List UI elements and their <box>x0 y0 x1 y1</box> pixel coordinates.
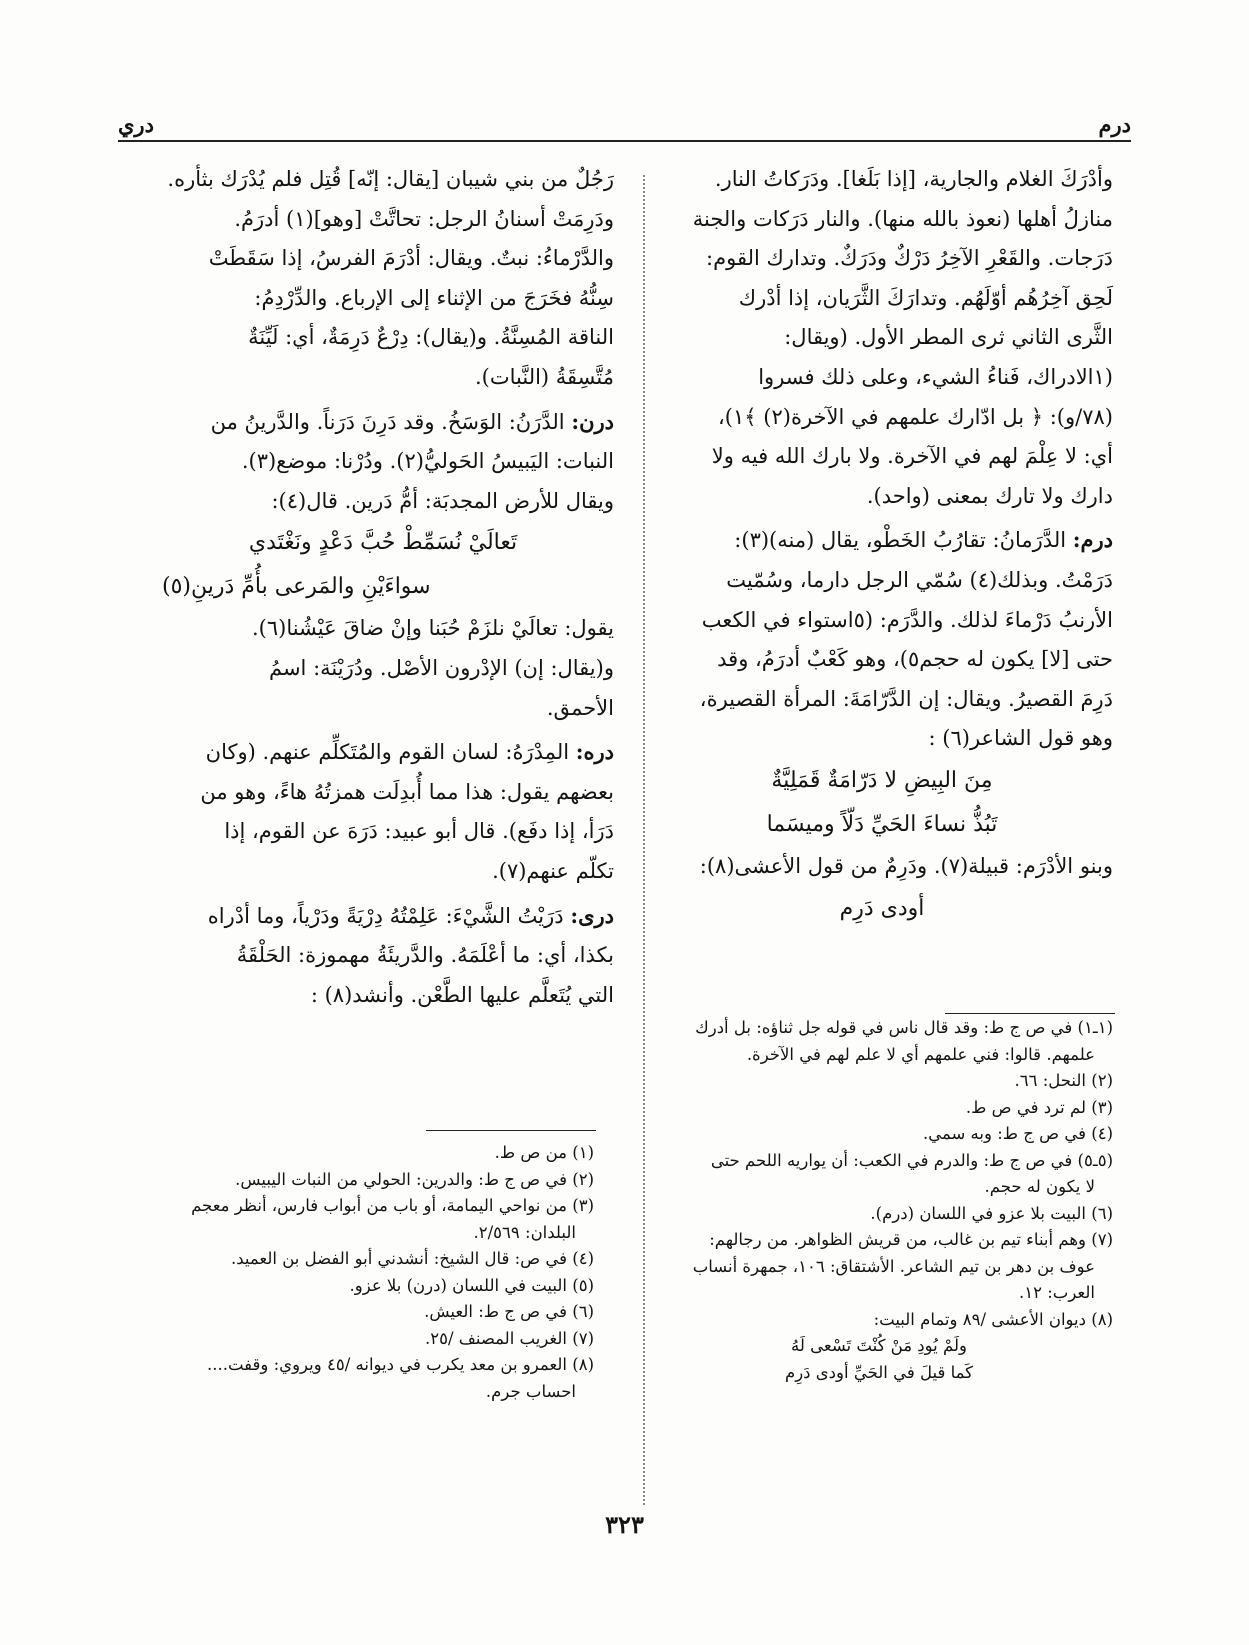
text-line: الدَّرَمانُ: تقارُبُ الخَطْو، يقال (منه)(٣): <box>734 528 1067 553</box>
verse-line: سواءَيْنِ والمَرعى بأُمِّ دَرينِ(٥) <box>162 574 431 600</box>
entry-first-line <box>152 896 614 937</box>
text-line: دَرَمْتُ. وبذلك(٤) سُمّي الرجل دارما، وسُمّيت <box>726 567 1113 592</box>
headword: درم: <box>1072 527 1113 553</box>
text-line: والدَّرْماءُ: نبتٌ. ويقال: أدْرَمَ الفرسُ، إذا سَقَطَتْ <box>208 246 614 271</box>
text-line: بعضهم يقول: هذا مما أُبدِلَت همزتُهُ هاءً، وهو من <box>200 779 614 804</box>
footnote: (٢) النحل: ٦٦. <box>1014 1071 1113 1090</box>
text-line: لَحِق آخِرُهُم أوّلَهُم. وتدارَكَ الثَّرَيان، إذا أدْرك <box>738 285 1113 310</box>
entry-first-line <box>152 402 614 443</box>
text-line: مُتَّسِقَةُ (النَّبات). <box>474 364 614 389</box>
entry-first-line <box>152 732 614 773</box>
footnote: العرب: ١٢. <box>1019 1283 1095 1302</box>
footnote: البلدان: ٢/٥٦٩. <box>473 1222 576 1242</box>
footnote: (٥) البيت في اللسان (درن) بلا عزو. <box>349 1275 594 1295</box>
text-line: النبات: اليَبيسُ الحَوليُّ(٢). ودُرْنا: موضع(٣). <box>241 449 614 474</box>
footnote: (١ـ١) في ص ج ط: وقد قال ناس في قوله جل ثناؤه: بل أدرك <box>695 1018 1113 1037</box>
footnote-verse: كَما قيلَ في الحَيِّ أودى دَرِم <box>784 1362 973 1382</box>
text-line: رَجُلٌ من بني شيبان [يقال: إنّه] قُتِل فلم يُدْرَك بثأره. <box>167 167 614 191</box>
left-column <box>152 160 614 1015</box>
running-head-left: دري <box>118 112 154 137</box>
headword: دره: <box>575 739 614 765</box>
text-line: دَرَيْتُ الشَّيْءَ: عَلِمْتُهُ دِرْيَةً ودَرْياً، وما أدْراه <box>207 903 564 928</box>
text-line: دارك ولا تارك بمعنى (واحد). <box>866 483 1113 508</box>
text-line: وهو قول الشاعر(٦) : <box>928 726 1113 751</box>
footnote: (٨) ديوان الأعشى /٨٩ وتمام البيت: <box>873 1309 1113 1329</box>
text-line: أي: لا عِلْمَ لهم في الآخرة. ولا بارك الله فيه ولا <box>711 444 1113 469</box>
footnote: (٦) في ص ج ط: العيش. <box>424 1302 594 1321</box>
text-line: منازلُ أهلها (نعوذ بالله منها). والنار دَرَكات والجنة <box>692 206 1113 231</box>
text-line: الثَّرى الثاني ثرى المطر الأول. (ويقال: <box>784 325 1113 350</box>
text-line: تكلّم عنهم(٧). <box>492 858 614 883</box>
text-line: وبنو الأدْرَم: قبيلة(٧). ودَرِمٌ من قول الأعشى(٨): <box>699 853 1113 878</box>
text-line: بكذا، أي: ما أعْلَمَهُ. والدَّريئَةُ مهموزة: الحَلْقَةُ <box>236 943 614 968</box>
footnotes-right <box>645 1015 1113 1386</box>
footnote: (٤) في ص: قال الشيخ: أنشدني أبو الفضل بن العميد. <box>230 1249 594 1268</box>
verse-line: أودى دَرِم <box>839 895 925 921</box>
footnote: (٧) الغريب المصنف /٢٥. <box>424 1328 594 1348</box>
text-line: الأحمق. <box>546 695 614 720</box>
footnote: (٥ـ٥) في ص ج ط: والدرم في الكعب: أن يواريه اللحم حتى <box>710 1150 1113 1170</box>
footnote: (٤) في ص ج ط: وبه سمي. <box>922 1124 1113 1143</box>
headword: درى: <box>570 902 614 928</box>
text-line: ودَرِمَتْ أسنانُ الرجل: تحاتَّتْ [وهو](١) أدرَمُ. <box>234 206 614 231</box>
page-number: ٣٢٣ <box>605 1510 644 1539</box>
footnote: عوف بن دهر بن تيم الشاعر. الأشتقاق: ١٠٦، جمهرة أنساب <box>692 1256 1095 1276</box>
text-line: (١الادراك، فَناءُ الشيء، وعلى ذلك فسروا <box>758 364 1113 389</box>
text-line: دَرِمَ القصيرُ. ويقال: إن الدَّرّامَةَ: المرأة القصيرة، <box>699 686 1113 711</box>
footnote: (١) من ص ط. <box>494 1143 594 1162</box>
text-line: يقول: تعالَيْ نلزَمْ حُبَنا وإنْ ضاقَ عَيْشُنا(٦). <box>251 616 614 641</box>
text-line: (٧٨/و): ﴿ بل ادّارك علمهم في الآخرة(٢) ﴾١)، <box>718 404 1113 429</box>
text-line: التي يُتَعلَّم عليها الطَّعْن. وأنشد(٨) : <box>310 982 614 1007</box>
text-line: دَرَجات. والقَعْرِ الآخِرُ دَرْكٌ ودَرَكٌ. وتدارك القوم: <box>706 246 1113 271</box>
text-line: المِدْرَهُ: لسان القوم والمُتَكلِّم عنهم. (وكان <box>205 740 570 765</box>
text-line: ويقال للأرض المجدبَة: أمُّ دَرين. قال(٤): <box>271 488 614 513</box>
right-column <box>651 160 1113 931</box>
running-head-right: درم <box>1098 112 1131 137</box>
footnote-rule-right <box>945 1013 1115 1014</box>
text-line: الناقة المُسِنَّةُ. و(يقال): دِرْعٌ دَرِمَةٌ، أي: لَيِّنَةٌ <box>248 325 614 350</box>
page-header <box>118 112 1131 138</box>
text-line: حتى [لا] يكون له حجم٥)، وهو كَعْبٌ أدرَمُ، وقد <box>717 647 1113 672</box>
footnote: علمهم. قالوا: فني علمهم أي لا علم لهم في الآخرة. <box>746 1044 1095 1064</box>
text-line: الأرنبُ دَرْماءَ لذلك. والدَّرَم: (٥استواء في الكعب <box>701 607 1113 632</box>
text-line: الدَّرَنُ: الوَسَخُ. وقد دَرِنَ دَرَناً. والدَّرينُ من <box>210 409 565 434</box>
verse-line: تَبُذُّ نساءَ الحَيِّ دَلّاً وميسَما <box>766 811 998 837</box>
entry-first-line <box>651 520 1113 561</box>
footnote: (٨) العمرو بن معد يكرب في ديوانه /٤٥ ويروي: وقفت.... <box>206 1355 594 1374</box>
text-line: و(يقال: إن) الإدْرون الأصْل. ودُرَيْنَة: اسمُ <box>268 655 614 680</box>
footnote: (٣) من نواحي اليمامة، أو باب من أبواب فارس، أنظر معجم <box>191 1196 594 1215</box>
footnote: (٢) في ص ج ط: والدرين: الحولي من النبات اليبيس. <box>235 1169 594 1189</box>
footnote: احساب جرم. <box>485 1381 576 1401</box>
verse-line: مِنَ البِيضِ لا دَرّامَةٌ قَمَلِيَّةٌ <box>771 767 993 793</box>
headword: درن: <box>571 408 614 434</box>
footnote-verse: ولَمْ يُودِ مَنْ كُنْتَ تَسْعى لَهُ <box>791 1336 967 1355</box>
footnote: (٦) البيت بلا عزو في اللسان (درم). <box>870 1203 1113 1223</box>
verse-line: تَعالَيْ نُسَمِّطْ حُبَّ دَعْدٍ ونَغْتَدي <box>248 530 518 556</box>
text-line: وأدْرَكَ الغلام والجارية، [إذا بَلَغا]. ودَرَكاتُ النار. <box>714 167 1113 191</box>
footnote: (٧) وهم أبناء تيم بن غالب، من قريش الظواهر. من رجالهم: <box>709 1230 1113 1249</box>
footnote-rule-left <box>426 1130 596 1131</box>
text-line: دَرَأ، إذا دفَع). قال أبو عبيد: دَرَهَ عن القوم، إذا <box>224 819 614 844</box>
text-line: سِنُّهُ فخَرَجَ من الإثناء إلى الإرباع. والدِّرْدِمُ: <box>254 285 614 310</box>
footnote: (٣) لم ترد في ص ط. <box>965 1097 1113 1117</box>
header-rule <box>118 140 1131 142</box>
footnotes-left <box>126 1140 594 1405</box>
footnote: لا يكون له حجم. <box>984 1177 1095 1196</box>
